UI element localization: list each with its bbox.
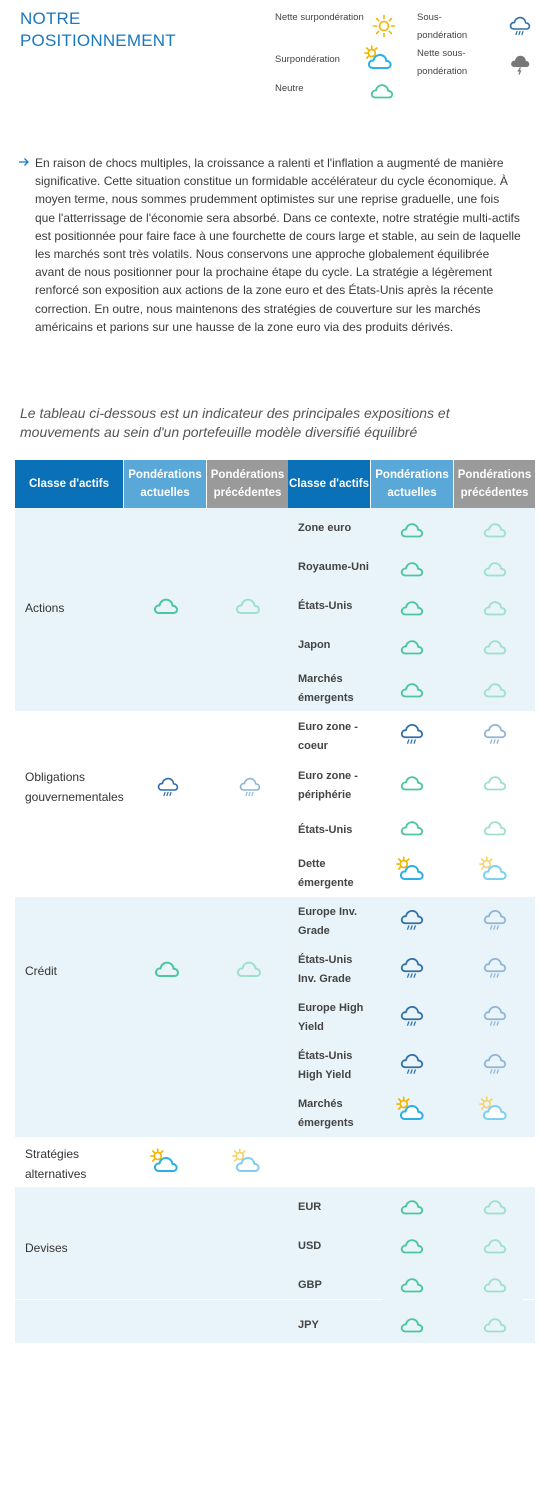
legend-item-overweight: Surpondération xyxy=(275,54,340,65)
group-band-devises xyxy=(15,1187,535,1343)
weight-icon-current xyxy=(399,595,425,626)
weight-icon-previous xyxy=(482,721,508,752)
weight-icon-current xyxy=(156,775,180,804)
weight-icon-previous xyxy=(482,907,508,938)
sub-class-label: États-Unis Inv. Grade xyxy=(298,954,353,985)
weight-icon-previous xyxy=(482,1233,508,1264)
header-current-left: Pondérations actuelles xyxy=(124,460,206,508)
weight-icon-previous xyxy=(482,1051,508,1082)
weight-icon-current xyxy=(399,1003,425,1034)
weight-icon-previous xyxy=(482,517,508,548)
sub-class-label: Euro zone - périphérie xyxy=(298,770,358,801)
weight-icon-current xyxy=(399,677,425,708)
weight-icon-current xyxy=(399,1051,425,1082)
weight-icon-current xyxy=(399,556,425,587)
weight-icon-previous xyxy=(482,595,508,626)
sub-class-label: Euro zone - coeur xyxy=(298,721,358,752)
sub-class-label: USD xyxy=(298,1240,322,1252)
weight-icon-previous xyxy=(482,770,508,801)
asset-class-alternatives: Stratégies alternatives xyxy=(25,1147,87,1181)
sub-class-label: Marchés émergents xyxy=(298,1098,354,1129)
legend-item-neutral: Neutre xyxy=(275,83,304,94)
sub-class-label: Europe Inv. Grade xyxy=(298,906,358,937)
sub-class-label: JPY xyxy=(298,1319,319,1331)
sub-class-label: Europe High Yield xyxy=(298,1002,364,1033)
weight-icon-current xyxy=(395,1094,425,1129)
weight-icon-current xyxy=(152,592,180,625)
weight-icon-current xyxy=(399,634,425,665)
sub-class-label: États-Unis xyxy=(298,824,353,836)
weight-icon-previous xyxy=(482,955,508,986)
weight-icon-previous xyxy=(482,1003,508,1034)
weight-icon-current xyxy=(399,907,425,938)
arrow-right-icon xyxy=(18,156,30,168)
rain-cloud-icon xyxy=(508,14,532,43)
weight-icon-previous xyxy=(482,1272,508,1303)
header-previous-left: Pondérations précédentes xyxy=(207,460,288,508)
weight-icon-current xyxy=(399,1272,425,1303)
weight-icon-previous xyxy=(482,634,508,665)
group-band-actions xyxy=(15,508,535,711)
storm-cloud-icon xyxy=(509,52,531,76)
weight-icon-previous xyxy=(482,815,508,846)
legend-item-strong-underweight: Nette sous-pondération xyxy=(417,48,468,77)
asset-class-credit: Crédit xyxy=(25,964,58,978)
weight-icon-previous xyxy=(235,955,263,988)
sub-class-label: EUR xyxy=(298,1201,322,1213)
intro-paragraph: En raison de chocs multiples, la croissance a ralenti et l'inflation a augmenté de manière significative. Cette situation constitue un formidable accélérateur du cycle économique. À moyen terme, nous sommes prudemment optimistes sur une reprise graduelle, une fois que l'atterrissage de l'économie sera absorbé. Dans ce contexte, notre stratégie multi-actifs est positionnée pour faire face à une fourchette de cours large et stable, au sein de laquelle les marchés sont très volatils. Nous conservons une approche globalement équilibrée avant de nous positionner pour la prochaine étape du cycle. La stratégie a légèrement renforcé son exposition aux actions de la zone euro et des États-Unis après la récente correction. En outre, nous maintenons des stratégies de couverture sur les marchés américains et parions sur une hausse de la zone euro via des produits dérivés. xyxy=(35,156,521,334)
weight-icon-current xyxy=(399,721,425,752)
weight-icon-current xyxy=(399,1233,425,1264)
weight-icon-previous xyxy=(482,1194,508,1225)
weight-icon-previous xyxy=(482,677,508,708)
page-title: NOTRE POSITIONNEMENT xyxy=(20,9,176,50)
table-caption: Le tableau ci-dessous est un indicateur des principales expositions et mouvements au sein d'un portefeuille modèle diversifié équilibré xyxy=(20,405,450,440)
weight-icon-current xyxy=(149,1146,179,1181)
sun-cloud-icon xyxy=(363,43,393,78)
group-band-credit xyxy=(15,897,535,1137)
weight-icon-previous xyxy=(234,592,262,625)
weight-icon-previous xyxy=(478,1094,508,1129)
sub-class-label: Marchés émergents xyxy=(298,673,354,704)
sub-class-label: Japon xyxy=(298,639,331,651)
weight-icon-previous xyxy=(482,1312,508,1343)
row-divider xyxy=(523,1299,535,1300)
sub-class-label: Royaume-Uni xyxy=(298,561,369,573)
sun-icon xyxy=(372,14,396,38)
weight-icon-current xyxy=(399,1194,425,1225)
weight-icon-current xyxy=(399,1312,425,1343)
weight-icon-current xyxy=(153,955,181,988)
legend-item-strong-overweight: Nette surpondération xyxy=(275,12,364,23)
weight-icon-current xyxy=(399,815,425,846)
legend-item-underweight: Sous-pondération xyxy=(417,12,468,41)
weight-icon-previous xyxy=(478,854,508,889)
weight-icon-previous xyxy=(238,775,262,804)
sub-class-label: États-Unis xyxy=(298,600,353,612)
asset-class-obligations: Obligations gouvernementales xyxy=(25,770,124,804)
sub-class-label: GBP xyxy=(298,1279,322,1291)
header-previous-right: Pondérations précédentes xyxy=(454,460,535,508)
cloud-icon xyxy=(369,78,395,109)
weight-icon-previous xyxy=(231,1146,261,1181)
weight-icon-current xyxy=(399,955,425,986)
asset-class-actions: Actions xyxy=(25,601,65,615)
sub-class-label: Dette émergente xyxy=(298,858,354,889)
header-asset-class-left: Classe d'actifs xyxy=(15,460,123,508)
header-asset-class-right: Classe d'actifs xyxy=(288,460,370,508)
weight-icon-current xyxy=(395,854,425,889)
header-current-right: Pondérations actuelles xyxy=(371,460,453,508)
sub-class-label: États-Unis High Yield xyxy=(298,1050,353,1081)
sub-class-label: Zone euro xyxy=(298,522,352,534)
weight-icon-current xyxy=(399,517,425,548)
row-divider xyxy=(15,1299,383,1300)
weight-icon-previous xyxy=(482,556,508,587)
weight-icon-current xyxy=(399,770,425,801)
asset-class-devises: Devises xyxy=(25,1241,68,1255)
